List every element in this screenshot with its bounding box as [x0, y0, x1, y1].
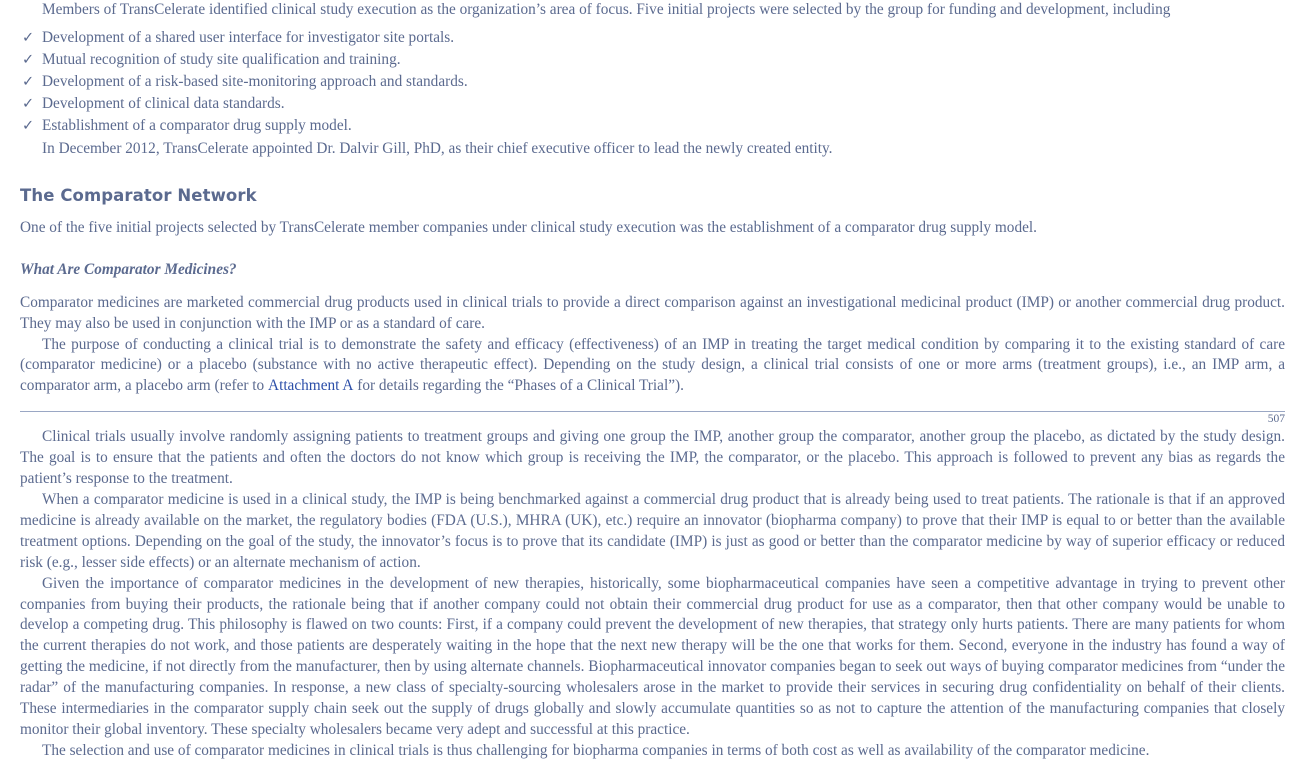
list-item — [20, 49, 1285, 71]
list-item-label: Establishment of a comparator drug supply model. — [42, 116, 352, 134]
paragraph-comparator-definition: Comparator medicines are marketed commercial drug products used in clinical trials to provide a direct comparison against an investigational medicinal product (IMP) or another commercial drug product. They may also be used in conjunction with the IMP or as a standard of care. — [20, 293, 1285, 332]
page-number: 507 — [1267, 413, 1285, 426]
paragraph-competitive-advantage: Given the importance of comparator medicines in the development of new therapies, historically, some biopharmaceutical companies have seen a competitive advantage in trying to prevent other companies from buying their products, the rationale being that if another company could not obtain their commercial drug product for use as a comparator, then that other company would be unable to develop a competing drug. This philosophy is flawed on two counts: First, if a company could prevent the development of new therapies, that strategy only hurts patients. There are many patients for whom the current therapies do not work, and those patients are desperately waiting in the hope that the next new therapy will be the one that works for them. Second, everyone in the industry has found a way of getting the medicine, if not directly from the manufacturer, then by using alternate channels. Biopharmaceutical innovator companies began to seek out ways of buying comparator medicines from “under the radar” of the manufacturing companies. In response, a new class of specialty-sourcing wholesalers arose in the market to provide their services in securing drug confidentiality on behalf of their clients. These intermediaries in the comparator supply chain seek out the supply of drugs globally and slowly accumulate quantities so as not to capture the attention of the manufacturing companies that closely monitor their global inventory. These specialty wholesalers became very adept and successful at this practice. — [20, 574, 1285, 738]
list-item-label: Mutual recognition of study site qualification and training. — [42, 50, 401, 68]
check-icon: ✓ — [22, 29, 35, 46]
list-item — [20, 71, 1285, 93]
list-item — [20, 93, 1285, 115]
horizontal-divider — [20, 411, 1285, 412]
body-block-lower — [20, 427, 1285, 762]
paragraph-selection-challenge: The selection and use of comparator medicines in clinical trials is thus challenging for biopharma companies in terms of both cost as well as availability of the comparator medicine. — [42, 741, 1150, 759]
list-item-label: Development of a shared user interface for investigator site portals. — [42, 28, 455, 46]
check-icon: ✓ — [22, 73, 35, 90]
check-icon: ✓ — [22, 95, 35, 112]
list-item-label: Development of clinical data standards. — [42, 94, 285, 112]
check-icon: ✓ — [22, 117, 35, 134]
list-item-label: Development of a risk-based site-monitoring approach and standards. — [42, 72, 468, 90]
paragraph-randomization: Clinical trials usually involve randomly assigning patients to treatment groups and giving one group the IMP, another group the comparator, another group the placebo, as dictated by the study design. The goal is to ensure that the patients and often the doctors do not know which group is receiving the IMP, the comparator, or the placebo. This approach is followed to prevent any bias as regards the patient’s response to the treatment. — [20, 428, 1285, 488]
paragraph-trial-purpose-text: The purpose of conducting a clinical trial is to demonstrate the safety and efficacy (effectiveness) of an IMP in treating the target medical condition by comparing it to the existing standard of care (comparator medicine) or a placebo (substance with no active therapeutic effect). Depending on the study design, a clinical trial consists of one or more arms (treatment groups), i.e., an IMP arm, a comparator arm, a placebo arm (refer to — [20, 335, 1285, 395]
after-bullets-paragraph: In December 2012, TransCelerate appointed Dr. Dalvir Gill, PhD, as their chief executive officer to lead the newly created entity. — [42, 139, 833, 157]
bullet-list — [20, 27, 1285, 137]
subsection-heading: What Are Comparator Medicines? — [20, 260, 237, 278]
paragraph-benchmarking: When a comparator medicine is used in a clinical study, the IMP is being benchmarked against a commercial drug product that is already being used to treat patients. The rationale is that if an approved medicine is already available on the market, the regulatory bodies (FDA (U.S.), MHRA (UK), etc.) require an innovator (biopharma company) to prove that their IMP is equal to or better than the available treatment options. Depending on the goal of the study, the innovator’s focus is to prove that its candidate (IMP) is just as good or better than the comparator medicine by way of superior efficacy or reduced risk (e.g., lesser side effects) or an alternate mechanism of action. — [20, 490, 1285, 571]
list-item — [20, 115, 1285, 137]
page-footer-rule-row — [20, 407, 1285, 427]
paragraph-trial-purpose-tail: for details regarding the “Phases of a Clinical Trial”). — [353, 377, 684, 395]
intro-paragraph: Members of TransCelerate identified clinical study execution as the organization’s area of focus. Five initial projects were selected by the group for funding and development, including — [42, 1, 1171, 18]
paragraph-trial-purpose — [20, 335, 1285, 398]
section-heading: The Comparator Network — [20, 185, 257, 205]
body-block-upper — [20, 293, 1285, 398]
attachment-a-link[interactable]: Attachment A — [268, 377, 354, 395]
check-icon: ✓ — [22, 51, 35, 68]
section-intro-paragraph: One of the five initial projects selected by TransCelerate member companies under clinical study execution was the establishment of a comparator drug supply model. — [20, 218, 1037, 236]
list-item — [20, 27, 1285, 49]
